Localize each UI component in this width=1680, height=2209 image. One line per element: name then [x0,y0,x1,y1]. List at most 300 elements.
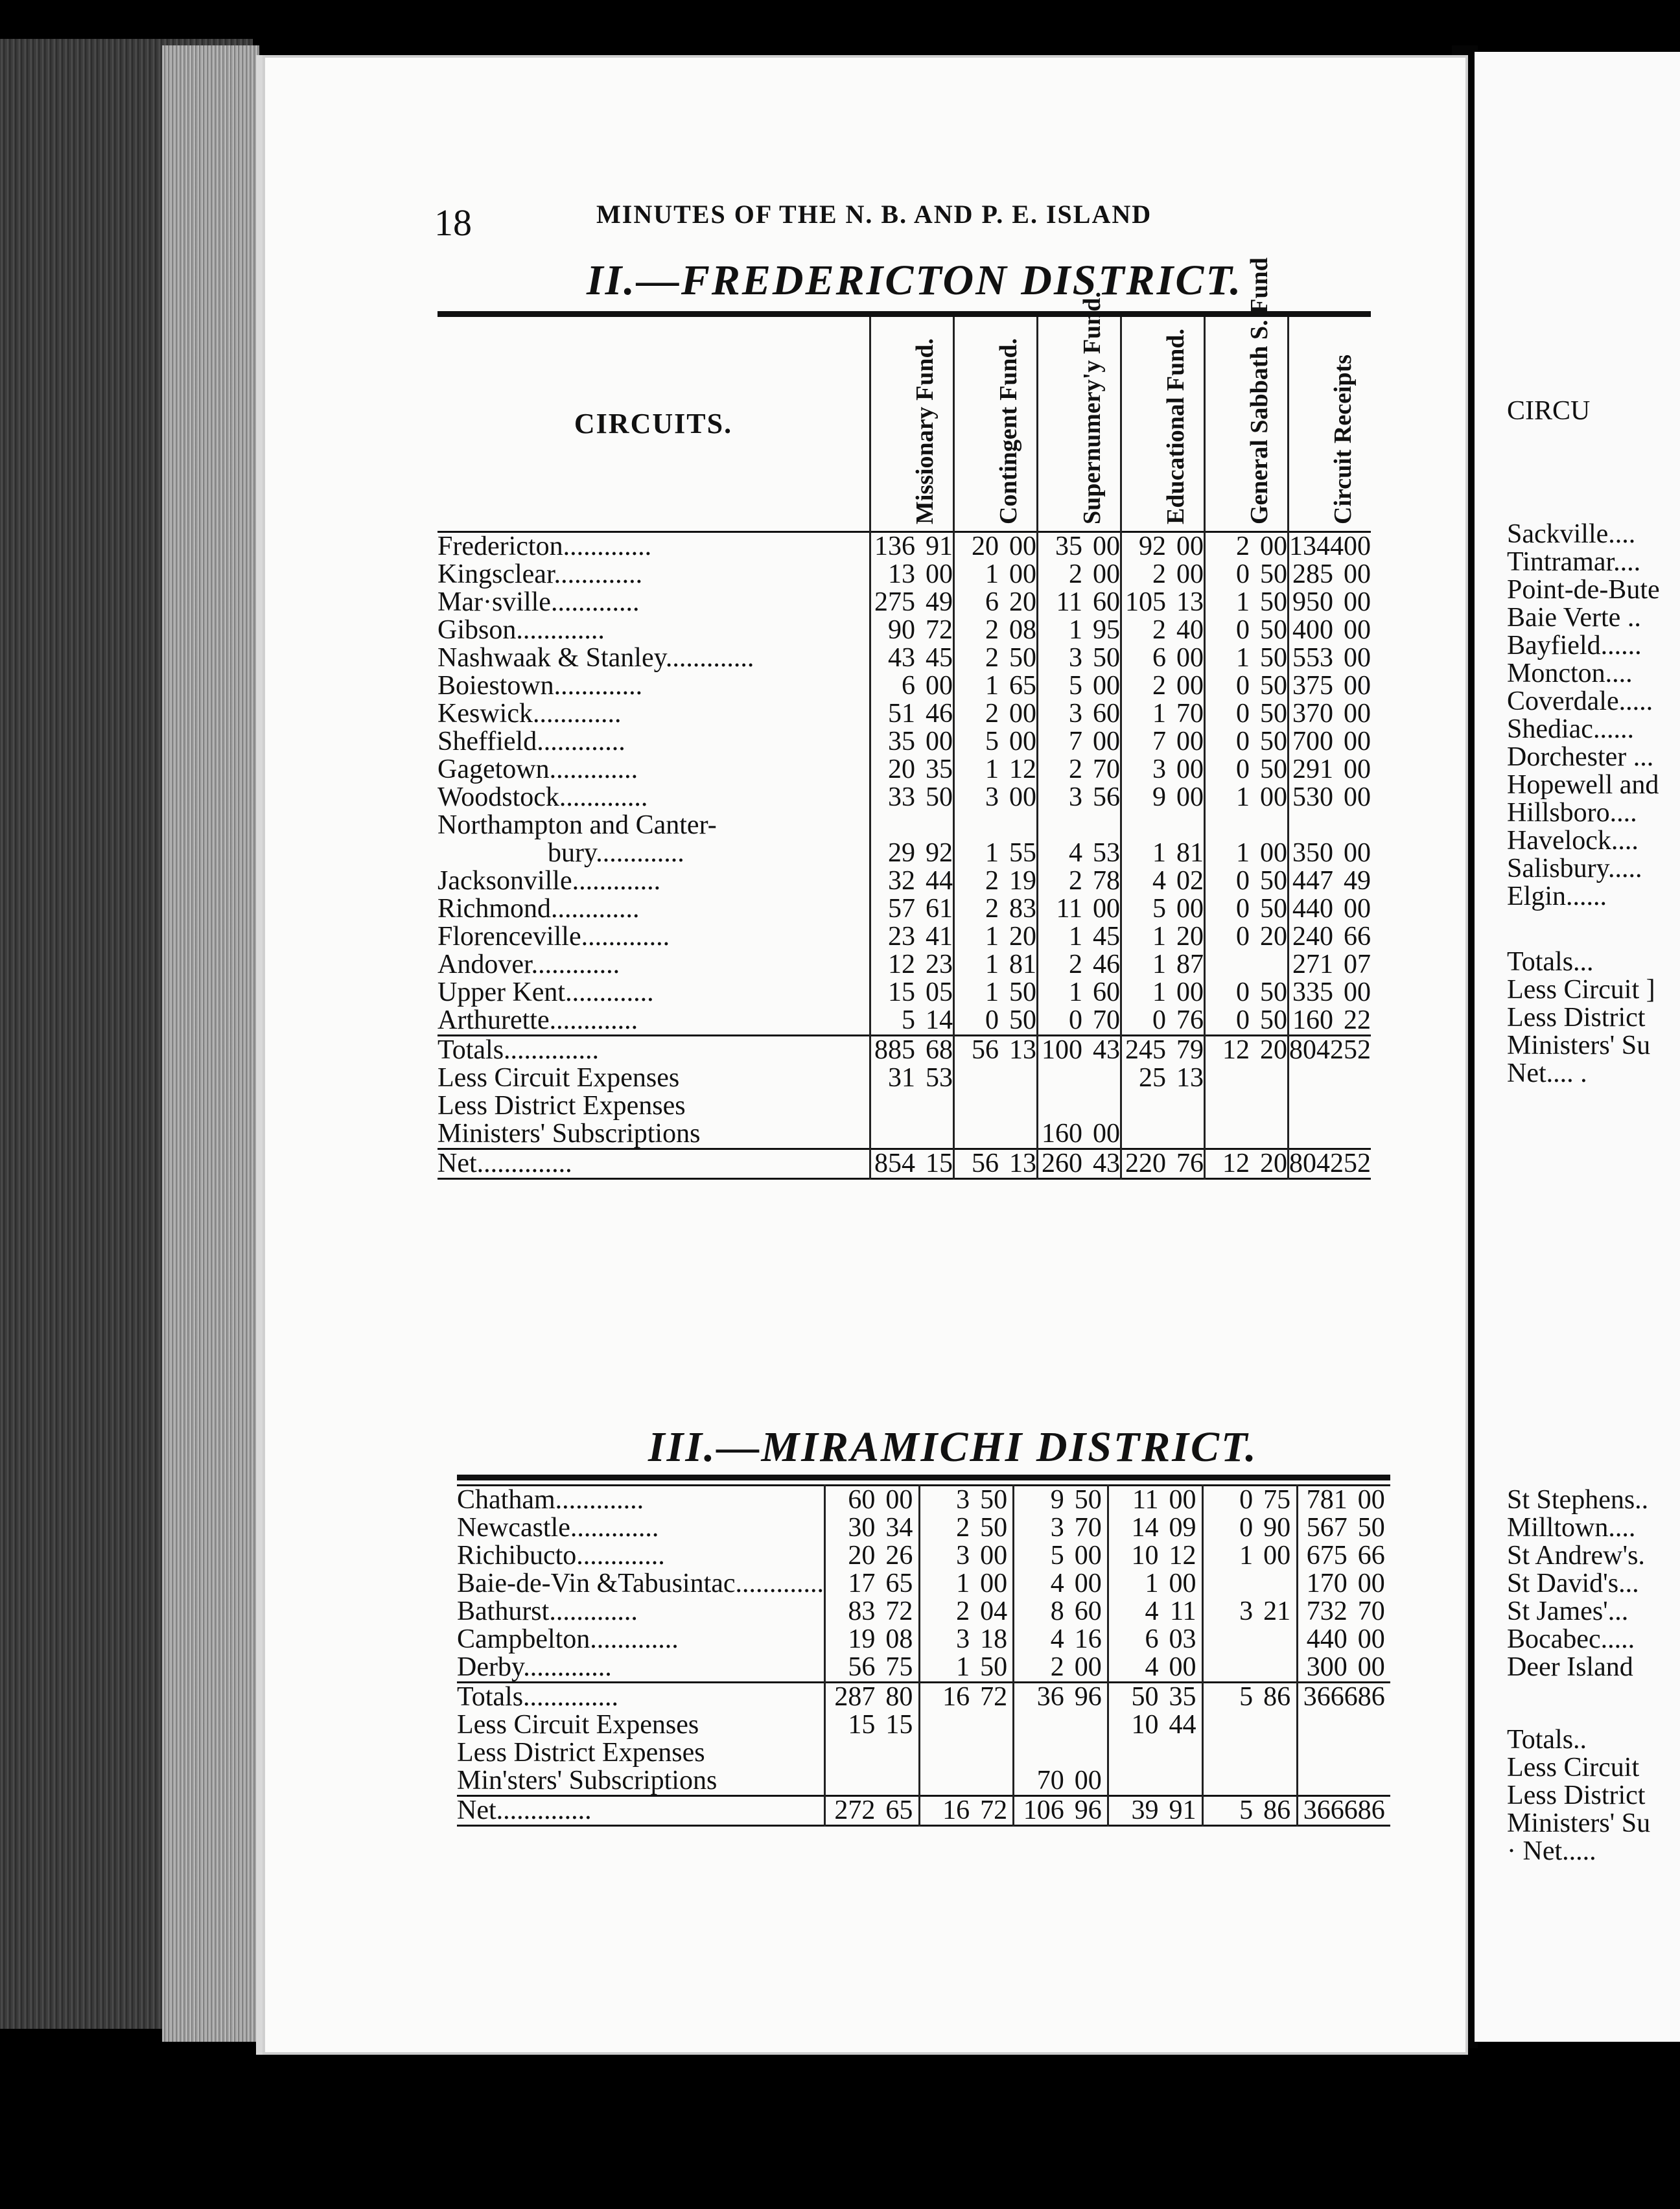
circuit-row-col-4 [1202,1570,1297,1598]
circuit-row-col-2 [1014,1654,1108,1683]
circuit-row-col-2 [1038,839,1121,867]
amount-dollars: 2 [985,699,999,729]
amount-dollars: 56 [972,1149,999,1178]
amount-cents: 50 [980,1485,1008,1515]
amount-cents: 50 [1260,977,1287,1007]
amount-cents: 00 [1093,532,1120,561]
amount-dollars: 1 [985,838,999,868]
column-header-text: Circuit Receipts [1329,354,1357,524]
net-row-col-1 [919,1796,1014,1826]
column-header-text: Supernumery'y Fund. [1079,292,1106,524]
row-label: Less Circuit Expenses [438,1063,680,1093]
net-row-label [438,1149,870,1179]
circuit-name-cell [438,589,870,616]
amount-cents: 00 [1009,727,1036,756]
amount-cents: 72 [980,1682,1008,1712]
amount-cents: 55 [1009,838,1036,868]
amount-dollars: 1 [1236,782,1250,812]
amount-dollars: 2 [985,866,999,896]
less-district-row-col-2 [1014,1739,1108,1767]
circuit-row [438,561,1371,589]
less-circuit-row-col-0 [870,1064,954,1092]
circuit-row-col-2 [1038,1007,1121,1036]
less-circuit-row-col-4 [1205,1064,1289,1092]
amount-dollars: 950 [1292,587,1333,617]
amount-cents: 00 [1344,727,1371,756]
net-row [438,1149,1371,1179]
amount-cents: 05 [926,977,953,1007]
amount-cents: 50 [926,782,953,812]
amount-cents: 00 [1074,1652,1102,1682]
circuit-row [438,951,1371,979]
row-label: Ministers' Subscriptions [438,1119,701,1149]
column-header-2 [1038,292,1121,532]
circuit-row-col-2 [1014,1598,1108,1626]
amount-dollars: 1 [1236,643,1250,673]
amount-cents: 50 [1009,977,1036,1007]
amount-cents: 70 [1357,1596,1385,1626]
amount-dollars: 35 [1055,532,1082,561]
column-header-3 [1121,314,1205,532]
running-head: MINUTES OF THE N. B. AND P. E. ISLAND [596,200,1152,229]
circuit-row-col-1 [954,644,1038,672]
amount-dollars: 1 [1236,838,1250,868]
circuit-row [438,644,1371,672]
circuit-row-col-5 [1289,867,1371,895]
circuit-row [457,1654,1390,1683]
amount-cents: 00 [1009,699,1036,729]
miramichi-table [457,1475,1390,1827]
net-row-col-3 [1121,1149,1205,1179]
net-row-col-5 [1289,1149,1371,1179]
right-circuit-name: Coverdale..... [1507,686,1653,716]
totals-row-col-5 [1289,1036,1371,1065]
less-district-row-col-3 [1108,1739,1203,1767]
totals-row-label [438,1036,870,1065]
right-circuit-name: Salisbury..... [1507,854,1642,883]
circuit-row-col-2 [1038,756,1121,784]
circuit-row-col-5 [1289,979,1371,1007]
header-rule-row [457,1478,1390,1486]
circuit-row-col-1 [954,1007,1038,1036]
row-label: Net.............. [457,1795,592,1825]
amount-dollars: 3 [956,1485,970,1515]
circuit-row-col-2 [1038,616,1121,644]
less-district-row-col-5 [1297,1739,1390,1767]
circuit-row-col-0 [825,1654,920,1683]
amount-dollars: 0 [1236,1005,1250,1035]
amount-cents: 50 [1260,615,1287,645]
amount-dollars: 33 [888,782,915,812]
amount-cents: 50 [1260,754,1287,784]
circuit-row-col-4 [1205,700,1289,728]
circuit-row-col-0 [870,728,954,756]
less-circuit-row-col-2 [1038,1064,1121,1092]
amount-cents: 00 [1344,671,1371,701]
circuit-row-col-5 [1289,616,1371,644]
right-circuit-name: Bayfield...... [1507,631,1642,660]
amount-cents: 70 [1093,1005,1120,1035]
amount-dollars: 7 [1069,727,1082,756]
amount-cents: 50 [980,1652,1008,1682]
less-district-row-col-3 [1121,1092,1205,1120]
circuit-name: Arthurette............. [438,1005,638,1035]
circuit-row-col-1 [919,1654,1014,1683]
amount-cents: 00 [1344,977,1371,1007]
totals-row-col-2 [1014,1683,1108,1712]
amount-cents: 20 [1176,922,1204,952]
right-circuit-name: Sackville.... [1507,519,1636,549]
circuit-row-col-1 [954,951,1038,979]
circuit-name-cell [457,1514,825,1542]
amount-cents: 00 [1357,1652,1385,1682]
circuit-name-cell [457,1570,825,1598]
amount-cents: 23 [926,950,953,979]
amount-cents: 43 [1093,1149,1120,1178]
amount-cents: 60 [1093,699,1120,729]
circuit-row-col-2 [1014,1626,1108,1654]
amount-dollars: 2 [1069,950,1082,979]
amount-cents: 87 [1176,950,1204,979]
circuit-name-cell [438,672,870,700]
circuit-name-cell [438,561,870,589]
less-district-row-col-0 [870,1092,954,1120]
amount-dollars: 8042 [1289,1149,1344,1178]
amount-cents: 66 [1344,922,1371,952]
amount-cents: 50 [1260,866,1287,896]
circuit-row-col-3 [1121,784,1205,812]
right-page-fragment [1475,52,1680,2042]
circuit-row-col-0 [825,1486,920,1515]
circuit-row-col-4 [1205,979,1289,1007]
amount-cents: 00 [926,559,953,589]
less-district-row-col-1 [919,1739,1014,1767]
less-district-row-col-1 [954,1092,1038,1120]
amount-dollars: 0 [1239,1513,1254,1543]
amount-cents: 09 [1169,1513,1196,1543]
ministers-row [438,1120,1371,1149]
right-circuit-name: Moncton.... [1507,659,1633,688]
circuit-row [438,784,1371,812]
amount-cents: 75 [885,1652,913,1682]
circuit-row-col-4 [1202,1486,1297,1515]
right-circuit-name: Elgin...... [1507,882,1607,911]
circuit-row-col-4 [1205,644,1289,672]
amount-cents: 86 [1263,1795,1291,1825]
totals-row-col-2 [1038,1036,1121,1065]
amount-cents: 00 [1093,671,1120,701]
less-circuit-row-label [457,1711,825,1739]
right-circuit-name: St Stephens.. [1507,1485,1649,1515]
amount-cents: 50 [1260,894,1287,924]
amount-cents: 65 [885,1569,913,1598]
amount-dollars: 4 [1152,866,1166,896]
amount-cents: 12 [1009,754,1036,784]
circuit-row-col-1 [919,1486,1014,1515]
amount-dollars: 530 [1292,782,1333,812]
amount-cents: 00 [926,671,953,701]
amount-dollars: 675 [1306,1541,1348,1571]
right-circuit-name: Milltown.... [1507,1513,1636,1543]
circuit-row-col-0 [870,839,954,867]
less-district-row-col-4 [1205,1092,1289,1120]
amount-dollars: 1 [1239,1541,1254,1571]
less-circuit-row-col-0 [825,1711,920,1739]
amount-cents: 07 [1344,950,1371,979]
amount-dollars: 92 [1139,532,1166,561]
circuit-row-col-4 [1202,1626,1297,1654]
amount-dollars: 275 [874,587,915,617]
amount-dollars: 447 [1292,866,1333,896]
circuit-row-col-3 [1108,1570,1203,1598]
circuit-row-col-0 [870,561,954,589]
net-row-col-2 [1014,1796,1108,1826]
amount-cents: 00 [1176,754,1204,784]
circuit-row-col-5 [1289,812,1371,839]
amount-dollars: 0 [1236,671,1250,701]
amount-cents: 76 [1176,1149,1204,1178]
amount-dollars: 10 [1131,1541,1159,1571]
column-header-text: General Sabbath S. Fund [1246,257,1273,524]
circuit-name: Chatham............. [457,1485,644,1515]
net-row-col-2 [1038,1149,1121,1179]
circuit-name: Keswick............. [438,699,622,729]
circuit-row-col-5 [1297,1570,1390,1598]
amount-dollars: 3 [1239,1596,1254,1626]
amount-dollars: 1344 [1289,532,1344,561]
amount-dollars: 5 [1152,894,1166,924]
circuit-row-col-3 [1121,1007,1205,1036]
circuit-name: Newcastle............. [457,1513,659,1543]
circuit-row-col-5 [1289,839,1371,867]
right-footer-line: Net.... . [1507,1058,1587,1088]
amount-dollars: 3 [1050,1513,1064,1543]
amount-dollars: 3 [956,1624,970,1654]
row-label: Less Circuit Expenses [457,1710,699,1740]
amount-cents: 50 [1093,643,1120,673]
amount-dollars: 0 [1152,1005,1166,1035]
amount-cents: 50 [1009,643,1036,673]
ministers-row-col-2 [1038,1120,1121,1149]
amount-cents: 40 [1176,615,1204,645]
amount-cents: 00 [980,1541,1008,1571]
amount-cents: 00 [1357,1485,1385,1515]
amount-dollars: 60 [848,1485,876,1515]
amount-cents: 50 [1260,559,1287,589]
amount-cents: 00 [1009,532,1036,561]
amount-cents: 11 [1170,1596,1196,1626]
amount-dollars: 1 [985,950,999,979]
amount-dollars: 3666 [1303,1795,1358,1825]
less-circuit-row [438,1064,1371,1092]
less-district-row-col-4 [1202,1739,1297,1767]
amount-dollars: 3 [956,1541,970,1571]
circuit-name-cell [438,644,870,672]
right-circuit-name: Hillsboro.... [1507,798,1637,828]
totals-row-col-3 [1121,1036,1205,1065]
circuit-row-col-1 [954,616,1038,644]
less-circuit-row-label [438,1064,870,1092]
amount-cents: 00 [1260,838,1287,868]
circuit-row-col-4 [1202,1598,1297,1626]
circuit-row-col-5 [1297,1542,1390,1570]
circuit-row-col-0 [825,1626,920,1654]
circuit-row-col-5 [1289,756,1371,784]
amount-dollars: 4 [1145,1596,1159,1626]
right-footer-line: Less District [1507,1003,1646,1033]
circuit-row-col-5 [1289,951,1371,979]
amount-dollars: 3 [985,782,999,812]
circuit-row-col-3 [1121,644,1205,672]
circuit-row-col-0 [870,616,954,644]
right-circuit-name: St David's... [1507,1569,1639,1598]
amount-dollars: 3666 [1303,1682,1358,1712]
amount-dollars: 1 [956,1569,970,1598]
circuit-name-cell [438,616,870,644]
circuit-row-col-0 [870,700,954,728]
amount-cents: 53 [926,1063,953,1093]
amount-cents: 81 [1009,950,1036,979]
amount-cents: 86 [1357,1795,1385,1825]
less-circuit-row-col-5 [1297,1711,1390,1739]
circuit-name: Richmond............. [438,894,640,924]
amount-dollars: 25 [1139,1063,1166,1093]
circuit-row-col-5 [1289,784,1371,812]
amount-cents: 00 [1176,559,1204,589]
amount-dollars: 1 [1152,699,1166,729]
amount-dollars: 29 [888,838,915,868]
circuit-row-col-0 [825,1542,920,1570]
amount-cents: 91 [926,532,953,561]
circuit-row-col-5 [1289,700,1371,728]
circuit-name-cell [438,895,870,923]
amount-dollars: 3 [1069,782,1082,812]
amount-dollars: 2 [1152,559,1166,589]
amount-dollars: 51 [888,699,915,729]
amount-dollars: 31 [888,1063,915,1093]
amount-cents: 72 [885,1596,913,1626]
amount-cents: 00 [1169,1485,1196,1515]
right-footer-line: Less District [1507,1781,1646,1810]
amount-cents: 13 [1009,1149,1036,1178]
circuit-name: Nashwaak & Stanley............. [438,643,754,673]
circuit-row-col-0 [870,812,954,839]
circuit-row-col-3 [1121,756,1205,784]
amount-dollars: 11 [1132,1485,1159,1515]
amount-dollars: 732 [1306,1596,1348,1626]
amount-cents: 08 [885,1624,913,1654]
circuit-row-col-3 [1121,700,1205,728]
ministers-row-col-5 [1297,1767,1390,1796]
ministers-row [457,1767,1390,1796]
right-circuits-header: CIRCU [1507,396,1591,426]
totals-row-col-4 [1202,1683,1297,1712]
miramichi-title: III.—MIRAMICHI DISTRICT. [648,1423,1258,1471]
less-circuit-row-col-4 [1202,1711,1297,1739]
less-circuit-row-col-1 [919,1711,1014,1739]
amount-dollars: 0 [1236,559,1250,589]
circuit-row-col-2 [1014,1570,1108,1598]
amount-cents: 00 [1074,1569,1102,1598]
circuit-row-col-4 [1205,616,1289,644]
amount-dollars: 3 [1069,643,1082,673]
amount-dollars: 0 [1236,866,1250,896]
right-circuit-name: St James'... [1507,1596,1629,1626]
amount-dollars: 70 [1036,1766,1064,1795]
less-district-row-col-0 [825,1739,920,1767]
less-district-row [457,1739,1390,1767]
amount-dollars: 9 [1050,1485,1064,1515]
circuit-name: bury............. [548,838,684,868]
totals-row-col-0 [870,1036,954,1065]
amount-cents: 50 [1260,587,1287,617]
amount-dollars: 5 [1069,671,1082,701]
amount-dollars: 8042 [1289,1035,1344,1065]
amount-dollars: 57 [888,894,915,924]
circuit-row-col-2 [1014,1486,1108,1515]
circuit-row-col-0 [870,672,954,700]
header-row [438,314,1371,532]
circuit-row-col-4 [1202,1654,1297,1683]
circuit-name-cell [438,728,870,756]
amount-dollars: 0 [985,1005,999,1035]
circuit-row-col-4 [1202,1542,1297,1570]
amount-cents: 00 [1176,782,1204,812]
circuit-row-col-1 [919,1542,1014,1570]
circuit-row-col-3 [1121,923,1205,951]
circuit-row-col-2 [1038,923,1121,951]
amount-cents: 00 [1009,782,1036,812]
amount-cents: 00 [980,1569,1008,1598]
amount-dollars: 4 [1050,1624,1064,1654]
fredericton-title: II.—FREDERICTON DISTRICT. [587,257,1243,304]
circuit-row-col-2 [1038,728,1121,756]
right-circuit-name: Hopewell and [1507,770,1659,800]
less-circuit-row-col-2 [1014,1711,1108,1739]
amount-dollars: 160 [1292,1005,1333,1035]
ministers-row-col-0 [825,1767,920,1796]
amount-cents: 18 [980,1624,1008,1654]
amount-cents: 72 [980,1795,1008,1825]
amount-dollars: 220 [1125,1149,1166,1178]
circuit-name-cell [438,979,870,1007]
amount-dollars: 56 [972,1035,999,1065]
totals-row [457,1683,1390,1712]
net-row-col-5 [1297,1796,1390,1826]
circuit-name: Boiestown............. [438,671,643,701]
circuit-name: Mar·sville............. [438,587,640,617]
amount-dollars: 1 [1069,615,1082,645]
amount-dollars: 0 [1069,1005,1082,1035]
amount-dollars: 35 [888,727,915,756]
circuit-row [438,867,1371,895]
circuit-name-cell [457,1542,825,1570]
circuit-row-col-0 [870,644,954,672]
header-rule [457,1478,1390,1486]
right-circuit-name: Shediac...... [1507,714,1634,744]
totals-row [438,1036,1371,1065]
circuit-row-col-5 [1297,1514,1390,1542]
amount-cents: 00 [1344,532,1371,561]
right-circuit-name: Bocabec..... [1507,1624,1635,1654]
amount-dollars: 553 [1292,643,1333,673]
column-header-5 [1289,314,1371,532]
circuit-row-col-4 [1205,812,1289,839]
circuit-row-col-3 [1121,812,1205,839]
circuit-row-col-1 [954,812,1038,839]
circuit-row-col-2 [1038,532,1121,561]
circuit-row-col-1 [954,895,1038,923]
